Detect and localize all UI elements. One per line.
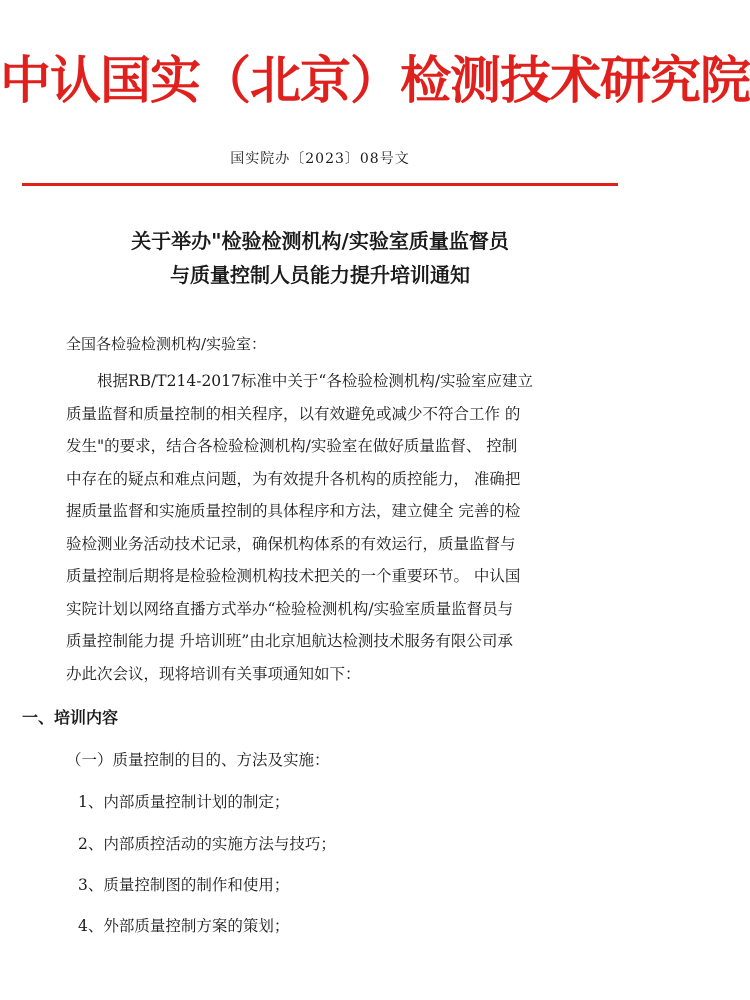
body-line: 发生"的要求，结合各检验检测机构/实验室在做好质量监督、 控制 xyxy=(66,437,518,455)
body-line: 中存在的疑点和难点问题，为有效提升各机构的质控能力， 准确把 xyxy=(66,469,521,488)
body-line: 实院计划以网络直播方式举办“检验检测机构/实验室质量监督员与 xyxy=(66,599,514,618)
body-paragraph xyxy=(66,365,580,690)
organization-letterhead: 中认国实（北京）检测技术研究院 xyxy=(0,52,750,111)
body-line: 办此次会议，现将培训有关事项通知如下： xyxy=(66,664,361,683)
body-line: 质量控制后期将是检验检测机构技术把关的一个重要环节。 中认国 xyxy=(66,567,521,585)
notice-title-line-1: 关于举办"检验检测机构/实验室质量监督员 xyxy=(131,229,509,253)
body-line: 质量监督和质量控制的相关程序，以有效避免或减少不符合工作 的 xyxy=(66,404,521,423)
notice-title-line-2: 与质量控制人员能力提升培训通知 xyxy=(170,263,470,287)
section-heading-training-content: 一、培训内容 xyxy=(22,708,119,727)
notice-title xyxy=(30,224,610,292)
list-item: 3、质量控制图的制作和使用； xyxy=(78,876,290,894)
body-line: 根据RB/T214-2017标准中关于“各检验检测机构/实验室应建立 xyxy=(97,372,534,390)
body-line: 质量控制能力提 升培训班”由北京旭航达检测技术服务有限公司承 xyxy=(66,632,513,650)
red-divider-line xyxy=(22,183,618,186)
subsection-heading: （一）质量控制的目的、方法及实施： xyxy=(66,751,330,769)
list-item: 4、外部质量控制方案的策划； xyxy=(78,917,290,935)
body-line: 验检测业务活动技术记录，确保机构体系的有效运行，质量监督与 xyxy=(66,534,516,553)
document-number: 国实院办〔2023〕08号文 xyxy=(230,151,410,167)
list-item: 2、内部质控活动的实施方法与技巧； xyxy=(78,835,336,853)
body-line: 握质量监督和实施质量控制的具体程序和方法，建立健全 完善的检 xyxy=(66,502,521,520)
list-item: 1、内部质量控制计划的制定； xyxy=(78,793,290,811)
salutation: 全国各检验检测机构/实验室： xyxy=(66,335,267,353)
